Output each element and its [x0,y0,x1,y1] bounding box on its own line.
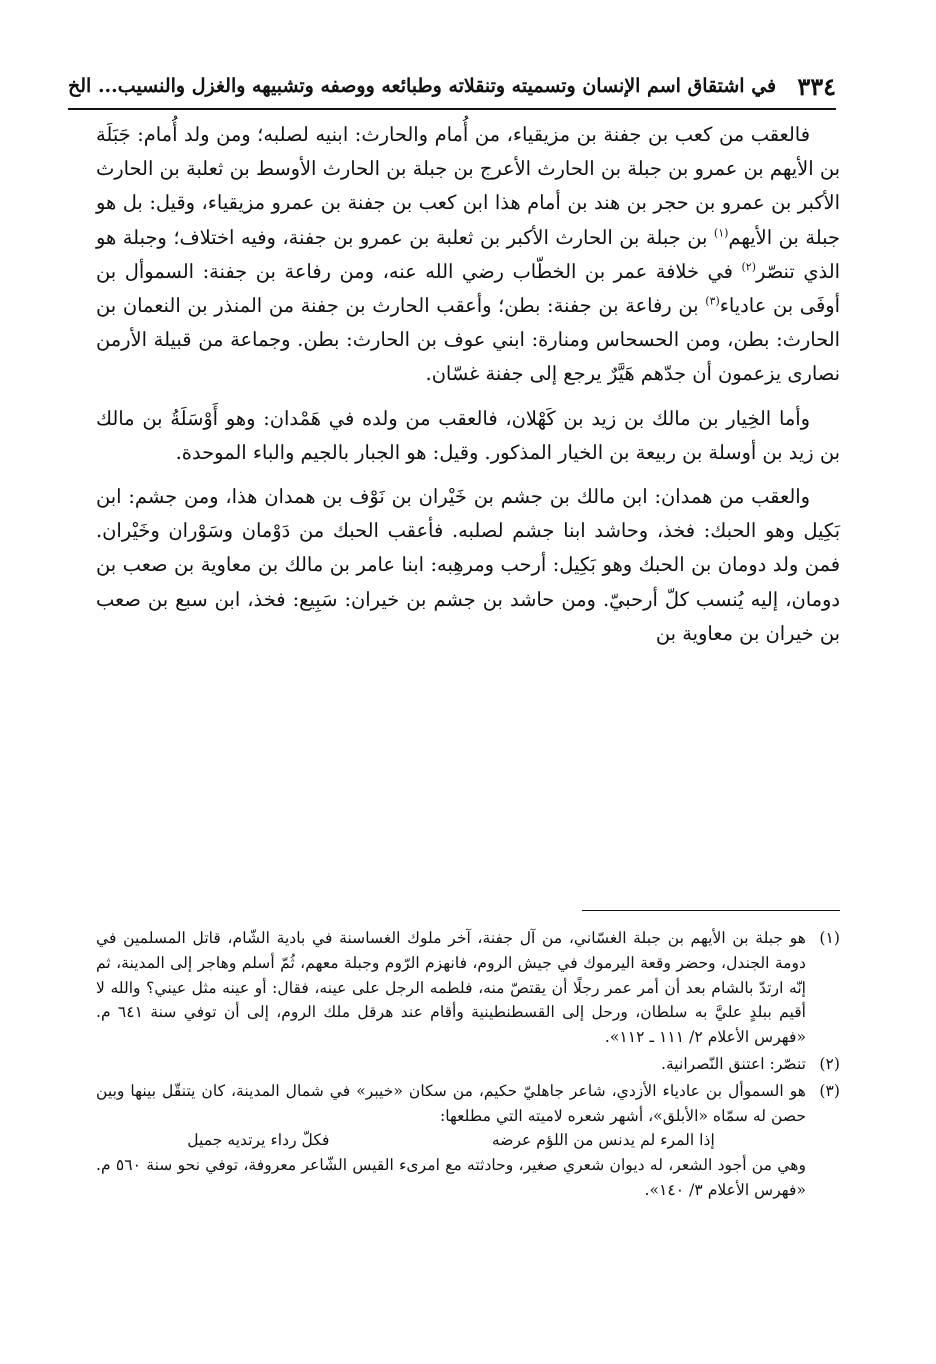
page-header [68,66,836,106]
verse-line [96,1128,806,1153]
footnote-text-outro: وهي من أجود الشعر، له ديوان شعري صغير، وحادثته مع امرىء القيس الشّاعر معروفة، توفي نحو سنة ٥٦٠ م. «فهرس الأعلام ٣/ ١٤٠». [96,1156,806,1199]
footnote-marker-2: (٢) [741,260,757,274]
paragraph-1-part-d: بن رفاعة بن جفنة: بطن؛ وأعقب الحارث بن جفنة من المنذر بن النعمان بن الحارث: بطن، ومن الحسحاس ومنارة: ابني عوف بن الحارث: بطن. وجماعة من قبيلة الأرمن نصارى يزعمون أن جدّهم هَيَّرٌ يرجع إلى جفنة غسّان. [96,294,840,386]
main-text [96,118,840,661]
paragraph-2: وأما الخِيار بن مالك بن زيد بن كَهْلان، فالعقب من ولده في هَمْدان: وهو أَوْسَلَةُ بن مالك بن زيد بن أوسلة بن ربيعة بن الخيار المذكور. وقيل: هو الجبار بالجيم والباء الموحدة. [96,406,840,464]
verse-second-hemistich: فكلّ رداء يرتديه جميل [187,1131,330,1150]
footnote-marker-1: (١) [713,226,729,240]
paragraph-1-part-b: بن جبلة بن الحارث الأكبر بن ثعلبة بن عمرو بن جفنة، وفيه اختلاف؛ وجبلة هو الذي تنصّر [96,225,840,283]
paragraph-1-part-a: فالعقب من كعب بن جفنة بن مزيقياء، من أُمام والحارث: ابنيه لصلبه؛ ومن ولد أُمام: جَبَلَة بن الأيهم بن عمرو بن جبلة بن الحارث الأعرج بن جبلة بن الحارث الأوسط بن ثعلبة بن الحارث الأكبر بن عمرو بن حجر بن هند بن أمام هذا ابن كعب بن جفنة بن عمرو مزيقياء، وقيل: بل هو جبلة بن الأيهم [96,123,841,249]
header-rule [68,108,836,110]
page-number: ٣٣٤ [797,71,836,101]
verse-first-hemistich: إذا المرء لم يدنس من اللؤم عرضه [491,1131,715,1150]
paragraph-1-part-c: في خلافة عمر بن الخطّاب رضي الله عنه، ومن رفاعة بن جفنة: السموأل بن أوفَى بن عادياء [96,259,840,318]
footnote-number: (٣) [819,1081,840,1100]
paragraph-3: والعقب من همدان: ابن مالك بن جشم بن خَيْران بن نَوْف بن همدان هذا، ومن جشم: ابن بَكِيل وهو الحبك: فخذ، وحاشد ابنا جشم لصلبه. فأعقب الحبك من دَوْمان وسَوْران وخَيْران. فمن ولد دومان بن الحبك وهو بَكِيل: أرحب ومرهِبه: ابنا عامر بن مالك بن معاوية بن صعب بن دومان، إليه يُنسب كلّ أرحبيّ. ومن حاشد بن جشم بن خيران: سَبِيع: فخذ، ابن سبع بن صعب بن خيران بن معاوية بن [96,485,840,645]
footnote-marker-3: (٣) [705,294,720,308]
footnote-number: (١) [819,929,840,947]
footnote-number: (٢) [819,1054,840,1073]
paragraph-1 [96,118,840,392]
footnote-rule [582,910,840,911]
running-title: في اشتقاق اسم الإنسان وتسميته وتنقلاته وطبائعه ووصفه وتشبيهه والغزل والنسيب... الخ [68,75,777,97]
footnotes [96,926,840,1205]
footnote-text [96,1079,806,1203]
footnote-text: تنصّر: اعتنق النّصرانية. [660,1054,806,1073]
footnote-3 [96,1079,840,1203]
footnote-text: هو جبلة بن الأيهم بن جبلة الغسّاني، من آل جفنة، آخر ملوك الغساسنة في بادية الشّام، قاتل المسلمين في دومة الجندل، وحضر وقعة اليرموك في جيش الروم، فانهزم الرّوم وجبلة معهم، ثُمّ أسلم وهاجر إلى المدينة، ثم إنّه ارتدّ بالشام بعد أن أمر عمر رجلًا أن يقتصّ منه، فلطمه الرجل على عينه، فقال: أو عينه مثل عيني؟ والله لا أقيم ببلدٍ عليَّ به سلطان، ورحل إلى القسطنطينية وأقام عند هرقل ملك الروم، إلى أن توفي سنة ٦٤١ م. «فهرس الأعلام ٢/ ١١١ ـ ١١٢». [96,929,807,1047]
footnote-2 [96,1052,840,1077]
footnote-1 [96,926,840,1050]
footnote-text-intro: هو السموأل بن عادياء الأزدي، شاعر جاهليّ حكيم، من سكان «خيبر» في شمال المدينة، كان يتنقّل بينها وبين حصن له سمّاه «الأبلق»، أشهر شعره لاميته التي مطلعها: [96,1081,806,1125]
